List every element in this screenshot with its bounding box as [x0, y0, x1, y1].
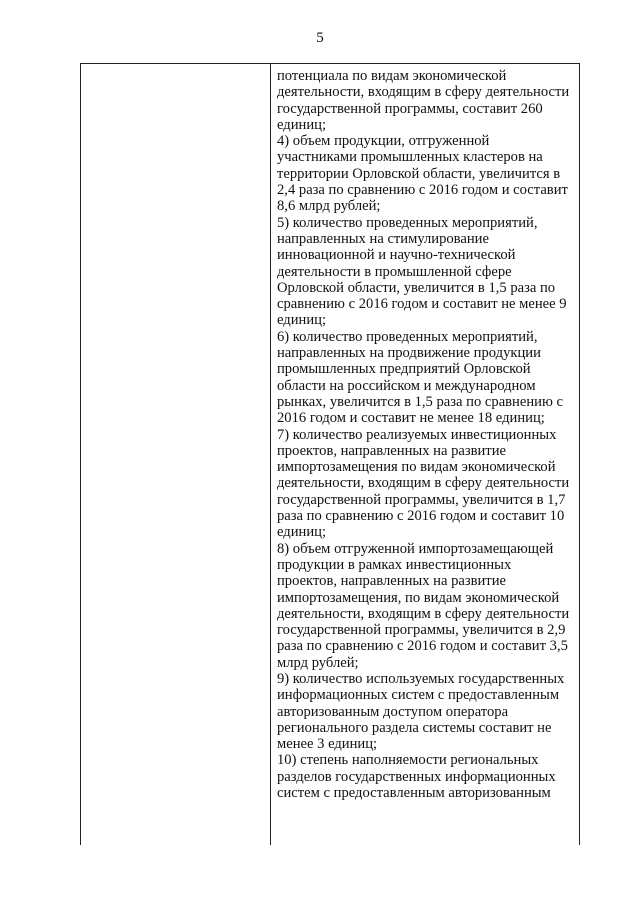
text-line: инновационной и научно-технической	[277, 247, 516, 264]
text-line: авторизованным доступом оператора	[277, 703, 509, 720]
text-line: млрд рублей;	[277, 654, 359, 671]
text-line: проектов, направленных на развитие	[277, 573, 506, 590]
text-line: 4) объем продукции, отгруженной	[277, 133, 490, 150]
text-line: единиц;	[277, 312, 327, 329]
text-line: деятельности, входящим в сферу деятельности	[277, 605, 570, 622]
text-line: государственной программы, увеличится в 2,9	[277, 622, 566, 639]
text-line: систем с предоставленным авторизованным	[277, 785, 551, 802]
text-line: промышленных предприятий Орловской	[277, 361, 531, 378]
document-table	[80, 63, 580, 845]
text-line: области на российском и международном	[277, 377, 536, 394]
text-line: раза по сравнению с 2016 годом и составит 3,5	[277, 638, 568, 655]
text-line: деятельности в промышленной сфере	[277, 263, 512, 280]
text-line: информационных систем с предоставленным	[277, 687, 560, 704]
text-line: 2016 годом и составит не менее 18 единиц;	[277, 410, 545, 427]
text-line: 6) количество проведенных мероприятий,	[277, 328, 538, 345]
text-line: разделов государственных информационных	[277, 768, 556, 785]
text-line: потенциала по видам экономической	[277, 68, 507, 84]
text-line: 8) объем отгруженной импортозамещающей	[277, 540, 554, 557]
text-line: 10) степень наполняемости региональных	[277, 752, 539, 769]
text-line: деятельности, входящим в сферу деятельности	[277, 475, 570, 492]
text-line: Орловской области, увеличится в 1,5 раза по	[277, 279, 556, 296]
text-line: 5) количество проведенных мероприятий,	[277, 214, 538, 231]
text-line: направленных на продвижение продукции	[277, 345, 541, 362]
left-table-cell	[81, 64, 271, 845]
text-line: раза по сравнению с 2016 годом и составит 10	[277, 508, 565, 525]
text-line: регионального раздела системы составит не	[277, 719, 552, 736]
text-line: государственной программы, увеличится в 1,7	[277, 491, 566, 508]
text-line: менее 3 единиц;	[277, 736, 378, 753]
page-number: 5	[316, 30, 324, 46]
text-line: 7) количество реализуемых инвестиционных	[277, 426, 557, 443]
right-table-cell	[271, 64, 579, 845]
text-line: 2,4 раза по сравнению с 2016 годом и составит	[277, 182, 568, 199]
text-line: сравнению с 2016 годом и составит не менее 9	[277, 296, 567, 313]
text-line: импортозамещения по видам экономической	[277, 459, 556, 476]
text-line: продукции в рамках инвестиционных	[277, 556, 512, 573]
text-line: 9) количество используемых государственных	[277, 670, 565, 687]
text-line: проектов, направленных на развитие	[277, 442, 506, 459]
text-line: рынках, увеличится в 1,5 раза по сравнению с	[277, 393, 563, 410]
text-line: единиц;	[277, 116, 327, 133]
text-line: импортозамещения, по видам экономической	[277, 589, 560, 606]
text-line: государственной программы, составит 260	[277, 100, 543, 117]
text-line: единиц;	[277, 524, 327, 541]
text-line: направленных на стимулирование	[277, 230, 489, 247]
text-line: территории Орловской области, увеличится в	[277, 165, 561, 182]
text-line: деятельности, входящим в сферу деятельности	[277, 84, 570, 101]
text-line: 8,6 млрд рублей;	[277, 198, 381, 215]
text-line: участниками промышленных кластеров на	[277, 149, 543, 166]
